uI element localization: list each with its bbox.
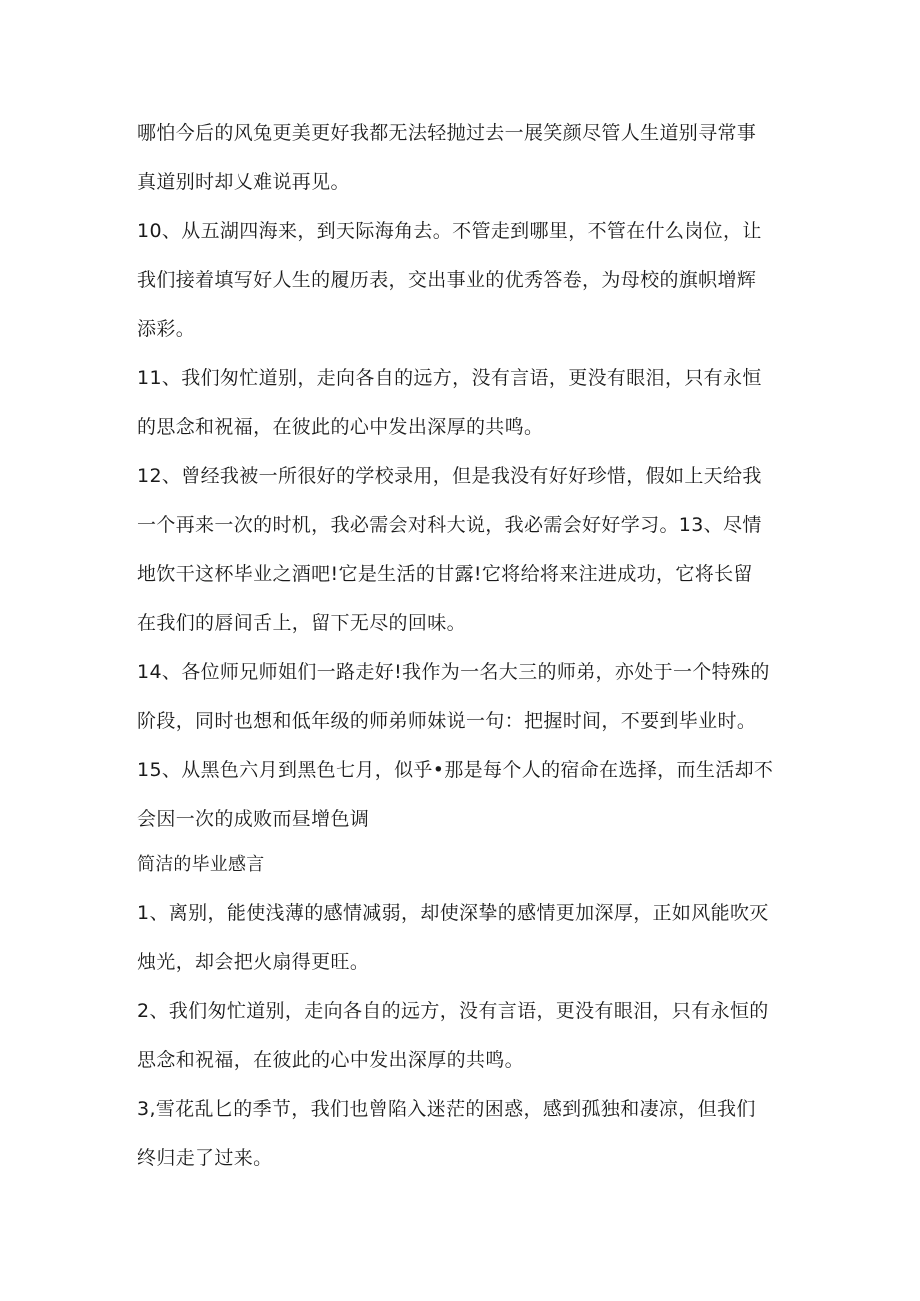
text-line: 会因一次的成败而昼增色调 [137, 808, 370, 830]
text-line: 真道别时却乂难说再见。 [137, 171, 350, 193]
text-line: 11、我们匆忙道别，走向各自的远方，没有言语，更没有眼泪，只有永恒 [137, 367, 762, 389]
section-heading: 简洁的毕业感言 [137, 854, 265, 875]
text-line: 一个再来一次的时机，我必需会对科大说，我必需会好好学习。13、尽情 [137, 514, 762, 536]
text-line: 我们接着填写好人生的履历表，交出事业的优秀答卷，为母校的旗帜增辉 [137, 269, 757, 291]
text-line: 3,雪花乱匕的季节，我们也曾陷入迷茫的困惑，感到孤独和凄凉，但我们 [137, 1098, 756, 1120]
text-line: 思念和祝福，在彼此的心中发出深厚的共鸣。 [137, 1049, 525, 1071]
text-line: 10、从五湖四海来，到天际海角去。不管走到哪里，不管在什么岗位，让 [137, 220, 762, 242]
text-line: 14、各位师兄师姐们一路走好!我作为一名大三的师弟，亦处于一个特殊的 [137, 661, 770, 683]
text-line: 2、我们匆忙道别，走向各自的远方，没有言语，更没有眼泪，只有永恒的 [137, 1000, 769, 1022]
text-line: 地饮干这杯毕业之酒吧!它是生活的甘露!它将给将来注进成功，它将长留 [137, 563, 753, 585]
text-line: 在我们的唇间舌上，留下无尽的回味。 [137, 612, 466, 634]
text-line: 的思念和祝福，在彼此的心中发出深厚的共鸣。 [137, 416, 544, 438]
text-line: 阶段，同时也想和低年级的师弟师妹说一句：把握时间，不要到毕业时。 [137, 710, 757, 732]
text-line: 12、曾经我被一所很好的学校录用，但是我没有好好珍惜，假如上天给我 [137, 465, 762, 487]
text-line: 1、离别，能使浅薄的感情减弱，却使深挚的感情更加深厚，正如风能吹灭 [137, 902, 769, 924]
text-line: 终归走了过来。 [137, 1147, 273, 1169]
text-line: 烛光，却会把火扇得更旺。 [137, 951, 370, 973]
text-line: 添彩。 [137, 318, 196, 340]
text-line: 15、从黑色六月到黑色七月，似乎•那是每个人的宿命在选择，而生活却不 [137, 759, 774, 781]
text-line: 哪怕今后的风兔更美更好我都无法轻抛过去一展笑颜尽管人生道别寻常事 [137, 122, 757, 144]
